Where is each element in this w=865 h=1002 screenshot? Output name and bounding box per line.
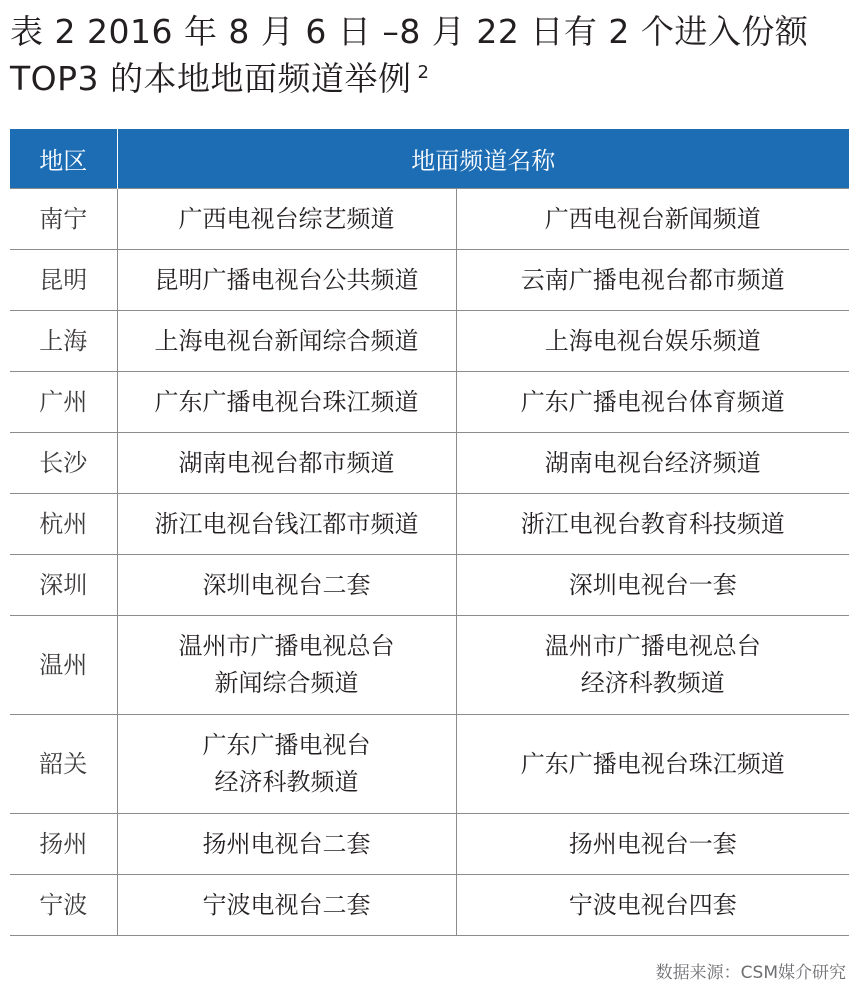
channel-2-cell	[456, 814, 849, 875]
channel-name-line: 广西电视台综艺频道	[178, 204, 395, 233]
channel-1-cell	[117, 189, 456, 250]
channel-name-line: 湖南电视台经济频道	[544, 448, 761, 477]
channel-1-cell	[117, 814, 456, 875]
channel-1-cell	[117, 875, 456, 936]
channel-name-line: 温州市广播电视总台	[178, 632, 395, 660]
channel-1-cell	[117, 715, 456, 814]
channel-name-line: 宁波电视台四套	[568, 890, 737, 919]
channel-2-cell	[456, 715, 849, 814]
table-row	[10, 189, 849, 250]
table-body	[10, 189, 849, 936]
table-row	[10, 311, 849, 372]
channel-1-cell	[117, 250, 456, 311]
table-row	[10, 875, 849, 936]
channel-name-line: 湖南电视台都市频道	[178, 448, 395, 477]
channel-2-cell	[456, 875, 849, 936]
channel-name-line: 上海电视台娱乐频道	[544, 326, 761, 355]
footnote-marker: 2	[417, 62, 430, 83]
channel-name-line: 扬州电视台一套	[568, 829, 737, 858]
region-cell: 扬州	[10, 814, 117, 875]
channel-name-line: 深圳电视台二套	[202, 570, 371, 599]
channel-name-line: 新闻综合频道	[214, 669, 359, 697]
channel-name-line: 广东广播电视台珠江频道	[520, 749, 785, 778]
channel-1-cell	[117, 433, 456, 494]
channel-name-line: 浙江电视台教育科技频道	[520, 509, 785, 538]
channel-2-cell	[456, 433, 849, 494]
channel-name-line: 广西电视台新闻频道	[544, 204, 761, 233]
channel-1-cell	[117, 555, 456, 616]
header-region: 地区	[10, 129, 117, 189]
channel-name-line: 扬州电视台二套	[202, 829, 371, 858]
channel-2-cell	[456, 311, 849, 372]
table-row	[10, 616, 849, 715]
table-row	[10, 372, 849, 433]
channel-name-line: 广东广播电视台	[202, 731, 371, 759]
channel-name-line: 云南广播电视台都市频道	[520, 265, 785, 294]
channel-name-line: 宁波电视台二套	[202, 890, 371, 919]
table-header-row	[10, 129, 849, 189]
channel-2-cell	[456, 250, 849, 311]
channel-name-line: 广东广播电视台体育频道	[520, 387, 785, 416]
channel-2-cell	[456, 616, 849, 715]
channel-2-cell	[456, 494, 849, 555]
data-source-note: 数据来源：CSM媒介研究	[655, 963, 846, 983]
channel-name-line: 昆明广播电视台公共频道	[154, 265, 419, 294]
table-title-line-1: 表 2 2016 年 8 月 6 日 –8 月 22 日有 2 个进入份额	[10, 12, 809, 51]
channel-1-cell	[117, 616, 456, 715]
channel-2-cell	[456, 189, 849, 250]
region-cell: 宁波	[10, 875, 117, 936]
region-cell: 杭州	[10, 494, 117, 555]
channel-1-cell	[117, 311, 456, 372]
channel-name-line: 浙江电视台钱江都市频道	[154, 509, 419, 538]
channel-1-cell	[117, 372, 456, 433]
table-title	[10, 8, 860, 102]
table-row	[10, 250, 849, 311]
table-row	[10, 494, 849, 555]
channel-2-cell	[456, 555, 849, 616]
header-channels: 地面频道名称	[117, 129, 849, 189]
region-cell: 南宁	[10, 189, 117, 250]
channel-name-line: 广东广播电视台珠江频道	[154, 387, 419, 416]
region-cell: 昆明	[10, 250, 117, 311]
channel-name-line: 深圳电视台一套	[568, 570, 737, 599]
channel-name-line: 温州市广播电视总台	[544, 632, 761, 660]
region-cell: 温州	[10, 616, 117, 715]
table-row	[10, 555, 849, 616]
region-cell: 广州	[10, 372, 117, 433]
table-row	[10, 715, 849, 814]
channel-name-line: 上海电视台新闻综合频道	[154, 326, 419, 355]
region-cell: 韶关	[10, 715, 117, 814]
table-row	[10, 814, 849, 875]
region-cell: 深圳	[10, 555, 117, 616]
channels-table	[10, 129, 849, 936]
region-cell: 上海	[10, 311, 117, 372]
channel-name-line: 经济科教频道	[214, 768, 359, 796]
channel-1-cell	[117, 494, 456, 555]
table-title-line-2	[10, 55, 860, 102]
channel-2-cell	[456, 372, 849, 433]
channel-name-line: 经济科教频道	[580, 669, 725, 697]
table-title-line-2-text: TOP3 的本地地面频道举例	[10, 59, 412, 98]
table-row	[10, 433, 849, 494]
region-cell: 长沙	[10, 433, 117, 494]
